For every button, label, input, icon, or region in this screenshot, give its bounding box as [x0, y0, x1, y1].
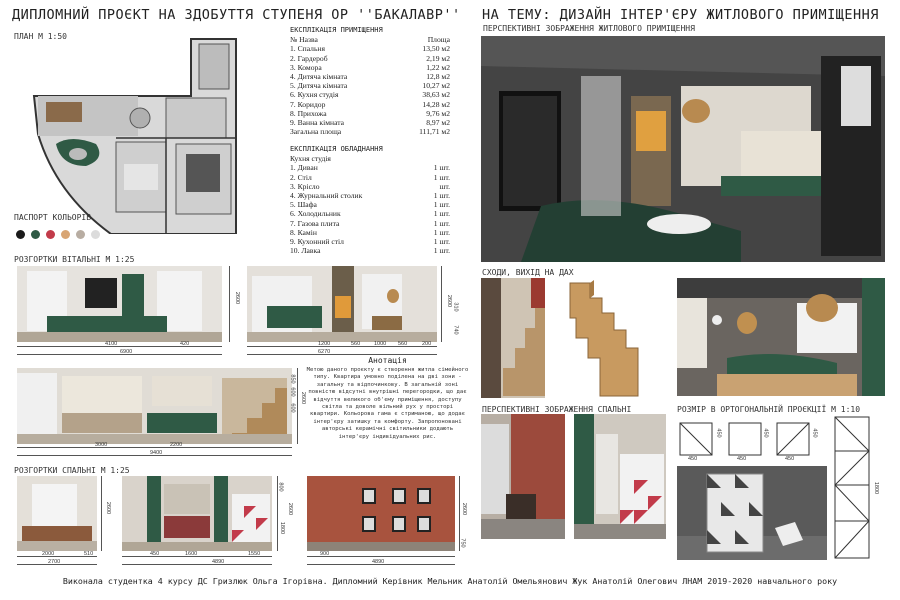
- annotation-title: Анотація: [368, 356, 407, 365]
- dim-height: 2600: [234, 291, 241, 305]
- table-row: 7. Коридор 14,28 м2: [290, 99, 450, 109]
- dim-total: 2700: [48, 559, 61, 565]
- table-row: 5. Шафа 1 шт.: [290, 200, 450, 210]
- color-swatch-tan: [61, 230, 70, 239]
- dim-line: [101, 476, 102, 551]
- table-row: 6. Кухня студія 38,63 м2: [290, 90, 450, 100]
- bedroom-render-b: [574, 414, 666, 539]
- dim-height: 850: [289, 374, 296, 384]
- table-total-row: Загальна площа 111,71 м2: [290, 127, 450, 137]
- footer-credits: Виконала студентка 4 курсу ДС Гризлюк Ольга Ігорівна. Дипломний Керівник Мельник Анатолій Омельянович Жук Анатолій Олегович ЛНАМ 2019-2020 навчального року: [62, 576, 838, 586]
- table-row: 2. Гардероб 2,19 м2: [290, 53, 450, 63]
- ortho-shelf-elevation: [833, 415, 873, 560]
- bed-elevation-b: [122, 476, 272, 551]
- floor-plan: [16, 34, 246, 234]
- dim-line: [307, 556, 455, 557]
- annotation-text: Метою даного проєкту є створення житла сімейного типу. Квартира умовно поділена на дві зони - загальну та відпочинкову. В загальній зоні повністю відсутні внутрішні перегородки, що дає відчуття великого об'єму приміщення, доступу світла та доволе вільний рух у просторі квартири. Кольорова гама є стриманою, що додає інтер'єру затишку та комфорту. Запропоновані авторські керамічні світильники додають інтер'єру індивідуальних рис.: [306, 367, 469, 440]
- living-elevation-c: [17, 368, 292, 444]
- dim-height: 600: [289, 387, 296, 397]
- dim-height: 740: [452, 325, 459, 335]
- project-theme: НА ТЕМУ: ДИЗАЙН ІНТЕР'ЄРУ ЖИТЛОВОГО ПРИМІЩЕННЯ: [482, 7, 879, 23]
- dim-total: 4890: [372, 559, 385, 565]
- dim-height: 2600: [300, 391, 307, 405]
- living-room-render: [481, 36, 885, 262]
- table-row: 9. Ванна кімната 8,97 м2: [290, 117, 450, 127]
- dim-height: 1800: [279, 521, 286, 535]
- ortho-modules: [677, 415, 817, 463]
- color-swatch-light-gray: [91, 230, 100, 239]
- living-dev-label: РОЗГОРТКИ ВІТАЛЬНІ М 1:25: [14, 255, 135, 264]
- dim-width: 560: [398, 341, 408, 347]
- shelf-3d-render: [677, 466, 827, 560]
- table-row: 8. Камін 1 шт.: [290, 227, 450, 237]
- bed-dev-label: РОЗГОРТКИ СПАЛЬНІ М 1:25: [14, 466, 130, 475]
- table-row: 10. Лавка 1 шт.: [290, 246, 450, 256]
- dim-width: 1600: [185, 551, 198, 557]
- table-row: 7. Газова плита 1 шт.: [290, 218, 450, 228]
- rooms-header: № Назва Площа: [290, 35, 450, 45]
- dim-height: 2600: [105, 501, 112, 515]
- table-row: 1. Диван 1 шт.: [290, 163, 450, 173]
- bed-elevation-c: [307, 476, 455, 551]
- dim-width: 510: [84, 551, 94, 557]
- color-palette: [16, 224, 106, 243]
- dim-width: 2000: [42, 551, 55, 557]
- dim-height: 450: [762, 428, 769, 438]
- color-swatch-green: [31, 230, 40, 239]
- dim-width: 450: [150, 551, 160, 557]
- color-swatch-black: [16, 230, 25, 239]
- stairs-label: СХОДИ, ВИХІД НА ДАХ: [482, 268, 574, 277]
- dim-total: 9400: [150, 450, 163, 456]
- dim-total: 6270: [318, 349, 331, 355]
- project-title: ДИПЛОМНИЙ ПРОЄКТ НА ЗДОБУТТЯ СТУПЕНЯ ОР ''БАКАЛАВР'': [12, 7, 461, 23]
- rooms-table: [290, 26, 450, 136]
- dim-width: 450: [688, 456, 698, 462]
- bed-elevation-a: [17, 476, 97, 551]
- table-row: 4. Журнальний столик 1 шт.: [290, 190, 450, 200]
- table-row: 4. Дитяча кімната 12,8 м2: [290, 71, 450, 81]
- table-row: 3. Крісло шт.: [290, 181, 450, 191]
- dim-width: 560: [351, 341, 361, 347]
- rooms-title: ЕКСПЛІКАЦІЯ ПРИМІЩЕННЯ: [290, 26, 383, 34]
- dim-width: 4100: [105, 341, 118, 347]
- dim-line: [247, 346, 437, 347]
- table-row: 6. Холодильник 1 шт.: [290, 209, 450, 219]
- plan-label: ПЛАН М 1:50: [14, 32, 67, 41]
- table-row: 9. Кухонний стіл 1 шт.: [290, 236, 450, 246]
- table-row: 8. Прихожа 9,76 м2: [290, 108, 450, 118]
- equipment-table: [290, 145, 450, 255]
- table-row: 1. Спальня 13,50 м2: [290, 44, 450, 54]
- kitchen-render: [677, 278, 885, 396]
- dim-width: 1000: [374, 341, 387, 347]
- bedroom-render-a: [481, 414, 565, 539]
- dim-height: 2600: [461, 502, 468, 516]
- dim-line: [297, 368, 298, 444]
- dim-total: 4890: [212, 559, 225, 565]
- table-row: 5. Дитяча кімната 10,27 м2: [290, 81, 450, 91]
- dim-height: 2600: [287, 502, 294, 516]
- dim-width: 3000: [95, 442, 108, 448]
- dim-height: 1800: [873, 481, 880, 495]
- dim-line: [247, 354, 437, 355]
- dim-width: 1550: [248, 551, 261, 557]
- color-swatch-red: [46, 230, 55, 239]
- dim-line: [17, 447, 292, 448]
- palette-label: ПАСПОРТ КОЛЬОРІВ: [14, 213, 92, 222]
- dim-width: 450: [785, 456, 795, 462]
- dim-width: 450: [737, 456, 747, 462]
- dim-height: 2600: [446, 294, 453, 308]
- dim-line: [17, 346, 222, 347]
- dim-width: 200: [422, 341, 432, 347]
- color-swatch-taupe: [76, 230, 85, 239]
- dim-height: 450: [715, 428, 722, 438]
- dim-line: [229, 266, 230, 342]
- table-row: 3. Комора 1,22 м2: [290, 62, 450, 72]
- dim-height: 450: [811, 428, 818, 438]
- dim-height: 600: [289, 403, 296, 413]
- dim-width: 1200: [318, 341, 331, 347]
- living-elevation-a: [17, 266, 222, 342]
- stairs-render: [481, 278, 545, 398]
- annotation-block: [305, 356, 470, 441]
- dim-line: [441, 266, 442, 342]
- equipment-subtitle: Кухня студія: [290, 154, 331, 164]
- dim-width: 900: [320, 551, 330, 557]
- dim-height: 750: [459, 538, 466, 548]
- persp-bed-label: ПЕРСПЕКТИВНІ ЗОБРАЖЕННЯ СПАЛЬНІ: [482, 405, 632, 414]
- equipment-title: ЕКСПЛІКАЦІЯ ОБЛАДНАННЯ: [290, 145, 383, 153]
- table-row: 2. Стіл 1 шт.: [290, 172, 450, 182]
- persp-living-label: ПЕРСПЕКТИВНІ ЗОБРАЖЕННЯ ЖИТЛОВОГО ПРИМІЩЕННЯ: [483, 24, 695, 33]
- stairs-model: [560, 278, 642, 398]
- dim-width: 420: [180, 341, 190, 347]
- dim-line: [122, 564, 272, 565]
- living-elevation-b: [247, 266, 437, 342]
- ortho-label: РОЗМІР В ОРТОГОНАЛЬНІЙ ПРОЄКЦІЇ М 1:10: [677, 405, 861, 414]
- dim-total: 6900: [120, 349, 133, 355]
- dim-width: 2200: [170, 442, 183, 448]
- dim-height: 310: [452, 302, 459, 312]
- dim-height: 800: [277, 482, 284, 492]
